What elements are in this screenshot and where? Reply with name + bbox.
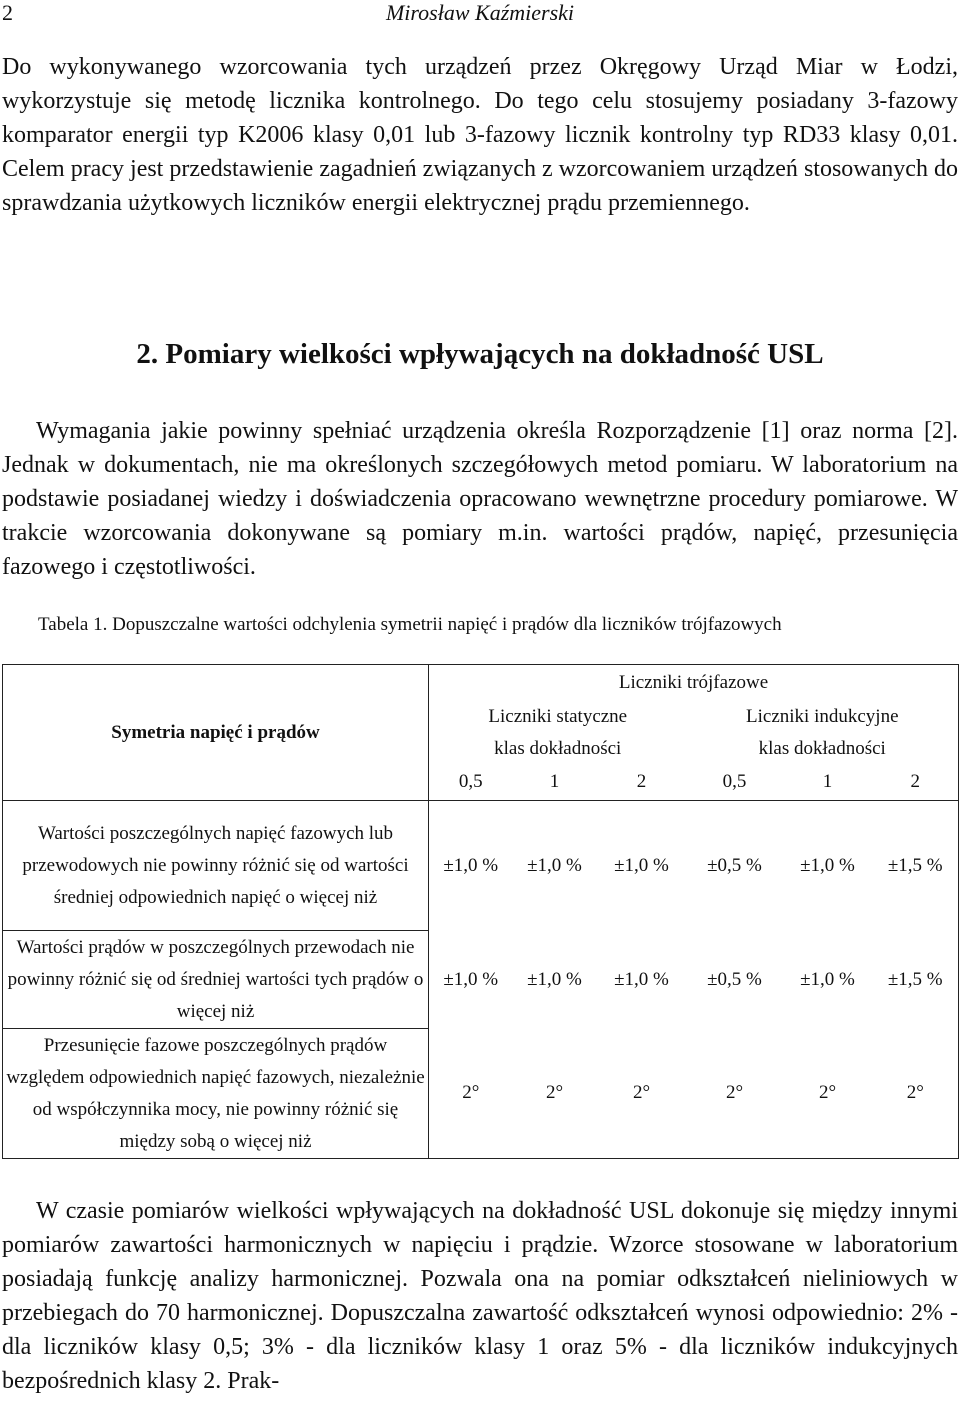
table-caption-text: Dopuszczalne wartości odchylenia symetrii napięć i prądów dla liczników trójfazowych [112, 614, 782, 635]
induction-meters-label: Liczniki indukcyjne [746, 705, 899, 727]
table-cell: 2° [873, 1029, 959, 1159]
table-cell: 2° [687, 1029, 783, 1159]
table-row [3, 801, 959, 931]
class-header: 2 [597, 765, 687, 801]
class-header: 0,5 [687, 765, 783, 801]
table-cell: 2° [597, 1029, 687, 1159]
static-meters-label: Liczniki statyczne [488, 705, 628, 727]
page-number: 2 [2, 0, 13, 25]
table-cell: ±0,5 % [707, 854, 762, 876]
class-header: 1 [783, 765, 873, 801]
table-caption-label: Tabela 1. [38, 614, 108, 635]
table-cell: ±1,0 % [527, 854, 582, 876]
table-cell: ±1,0 % [800, 968, 855, 990]
intro-paragraph: Do wykonywanego wzorcowania tych urządzeń przez Okręgowy Urząd Miar w Łodzi, wykorzystuje się metodę licznika kontrolnego. Do tego celu stosujemy posiadany 3-fazowy komparator energii typ K2006 klasy 0,01 lub 3-fazowy licznik kontrolny typ RD33 klasy 0,01. Celem pracy jest przedstawienie zagadnień związanych z wzorcowaniem urządzeń stosowanych do sprawdzania użytkowych liczników energii elektrycznej prądu przemiennego. [2, 54, 958, 216]
static-meters-header [429, 701, 687, 765]
table-cell: ±1,0 % [800, 854, 855, 876]
section-title: 2. Pomiary wielkości wpływających na dokładność USL [136, 338, 824, 370]
table-row [3, 931, 959, 1029]
running-head-author: Mirosław Kaźmierski [385, 0, 575, 25]
symmetry-table [2, 664, 959, 1159]
table-cell: 2° [513, 1029, 597, 1159]
table-caption [38, 612, 958, 638]
row-label: Wartości prądów w poszczególnych przewodach nie powinny różnić się od średniej wartości tych prądów o więcej niż [3, 931, 429, 1029]
induction-meters-header [687, 701, 959, 765]
class-header: 0,5 [429, 765, 513, 801]
static-meters-sub: klas dokładności [494, 737, 622, 759]
table-cell: ±1,0 % [614, 854, 669, 876]
table-row [3, 1029, 959, 1159]
table-cell: ±1,5 % [873, 801, 959, 931]
table-cell: ±1,0 % [443, 854, 499, 876]
table-cell: 2° [429, 1029, 513, 1159]
table-cell: ±1,0 % [527, 968, 582, 990]
table-cell: ±1,5 % [873, 931, 959, 1029]
induction-meters-sub: klas dokładności [758, 737, 886, 759]
class-header: 1 [513, 765, 597, 801]
row-label: Wartości poszczególnych napięć fazowych lub przewodowych nie powinny różnić się od wartości średniej odpowiednich napięć o więcej niż [3, 801, 429, 931]
page-header [0, 0, 960, 26]
requirements-paragraph: Wymagania jakie powinny spełniać urządzenia określa Rozporządzenie [1] oraz norma [2]. Jednak w dokumentach, nie ma określonych szczegółowych metod pomiaru. W laboratorium na podstawie posiadanej wiedzy i doświadczenia opracowano wewnętrzne procedury pomiarowe. W trakcie wzorcowania dokonywane są pomiary m.in. wartości prądów, napięć, przesunięcia fazowego i częstotliwości. [2, 418, 958, 580]
table-cell: ±1,0 % [614, 968, 669, 990]
row-label: Przesunięcie fazowe poszczególnych prądów względem odpowiednich napięć fazowych, niezależnie od współczynnika mocy, nie powinny różnić się między sobą o więcej niż [3, 1029, 429, 1159]
table-cell: ±0,5 % [707, 968, 762, 990]
group-header: Liczniki trójfazowe [429, 665, 959, 701]
table-cell: 2° [783, 1029, 873, 1159]
harmonics-paragraph: W czasie pomiarów wielkości wpływających na dokładność USL dokonuje się między innymi pomiarów zawartości harmonicznych w napięciu i prądzie. Wzorce stosowane w laboratorium posiadają funkcję analizy harmonicznej. Pozwala ona na pomiar odkształceń nieliniowych w przebiegach do 70 harmonicznej. Dopuszczalna zawartość odkształceń wynosi odpowiednio: 2% - dla liczników klasy 0,5; 3% - dla liczników klasy 1 oraz 5% - dla liczników indukcyjnych bezpośrednich klasy 2. Prak- [2, 1198, 958, 1394]
class-header: 2 [873, 765, 959, 801]
corner-header: Symetria napięć i prądów [3, 665, 429, 801]
table-cell: ±1,0 % [443, 968, 499, 990]
